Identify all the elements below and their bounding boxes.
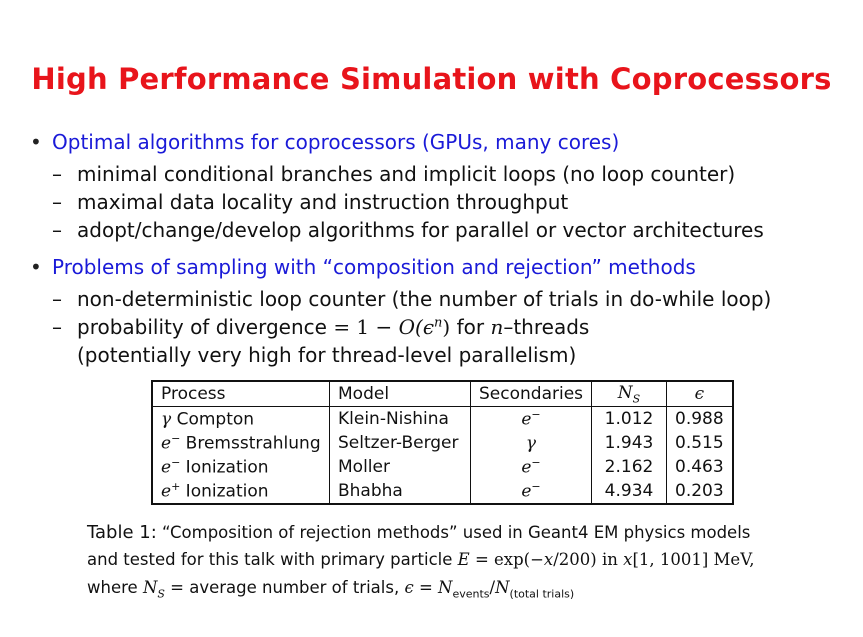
sub-item-2-2-cont: (potentially very high for thread-level parallelism) bbox=[77, 343, 577, 367]
table-row bbox=[152, 479, 733, 504]
header-epsilon: ϵ bbox=[667, 381, 733, 407]
cell-secondaries bbox=[471, 479, 592, 504]
caption-eq: = exp(− bbox=[474, 550, 544, 569]
cell-epsilon: 0.463 bbox=[675, 457, 724, 477]
secondary-symbol: e bbox=[521, 457, 532, 478]
bullet-marker: • bbox=[30, 130, 42, 154]
slide-title: High Performance Simulation with Coprocessors bbox=[31, 62, 832, 96]
caption-eps: ϵ bbox=[404, 578, 414, 597]
process-charge: − bbox=[171, 432, 181, 446]
divergence-formula: O(ϵ bbox=[398, 315, 435, 339]
secondary-symbol: e bbox=[521, 409, 532, 430]
cell-secondaries bbox=[471, 431, 592, 455]
caption-eq2: = bbox=[418, 578, 433, 597]
caption-x2: x bbox=[623, 550, 633, 569]
caption-line-3 bbox=[87, 578, 574, 600]
bullet-marker: • bbox=[30, 255, 42, 279]
sub-item-1-1: minimal conditional branches and implicit loops (no loop counter) bbox=[77, 162, 736, 186]
caption-N: N bbox=[142, 578, 158, 597]
divergence-for: for bbox=[456, 315, 485, 339]
caption-range: [1, 1001] MeV, bbox=[632, 550, 755, 569]
caption-label: Table 1: bbox=[87, 522, 157, 543]
dash-marker: – bbox=[52, 218, 62, 242]
dash-marker: – bbox=[52, 190, 62, 214]
process-name: Ionization bbox=[180, 457, 269, 478]
process-symbol: e bbox=[161, 433, 172, 454]
divergence-exp: n bbox=[434, 315, 443, 331]
secondary-charge: − bbox=[531, 408, 541, 422]
header-secondaries: Secondaries bbox=[471, 381, 592, 407]
cell-ns: 1.943 bbox=[592, 431, 667, 455]
cell-ns: 1.012 bbox=[592, 407, 667, 432]
divergence-eq: = 1 − bbox=[333, 315, 393, 339]
cell-ns: 2.162 bbox=[592, 455, 667, 479]
caption-S: S bbox=[157, 587, 165, 601]
cell-ns: 4.934 bbox=[592, 479, 667, 504]
cell-epsilon: 0.203 bbox=[675, 481, 724, 501]
bullet-1-text: Optimal algorithms for coprocessors (GPUs, many cores) bbox=[52, 130, 620, 154]
secondary-charge: − bbox=[531, 480, 541, 494]
cell-epsilon: 0.988 bbox=[675, 409, 724, 429]
sub-item-2-2 bbox=[77, 315, 589, 339]
dash-marker: – bbox=[52, 287, 62, 311]
process-symbol: e bbox=[161, 481, 172, 502]
divergence-close: ) bbox=[442, 315, 451, 339]
table-row bbox=[152, 431, 733, 455]
header-model: Model bbox=[330, 381, 471, 407]
caption-N-events: N bbox=[438, 578, 453, 597]
process-symbol: γ bbox=[161, 409, 172, 430]
caption-E: E bbox=[457, 550, 470, 569]
secondary-symbol: e bbox=[521, 481, 532, 502]
caption-line-2 bbox=[87, 550, 754, 569]
sub-item-2-1: non-deterministic loop counter (the number of trials in do-while loop) bbox=[77, 287, 772, 311]
sub-item-1-2: maximal data locality and instruction throughput bbox=[77, 190, 569, 214]
cell-model: Moller bbox=[330, 455, 471, 479]
cell-process bbox=[152, 431, 330, 455]
secondary-symbol: γ bbox=[525, 433, 537, 454]
caption-events: events bbox=[452, 587, 490, 601]
caption-x: x bbox=[543, 550, 554, 569]
caption-line-1 bbox=[87, 522, 750, 543]
cell-epsilon: 0.515 bbox=[675, 433, 724, 453]
process-name: Compton bbox=[171, 409, 255, 430]
cell-secondaries bbox=[471, 455, 592, 479]
header-ns bbox=[592, 381, 667, 407]
table-header-row bbox=[152, 381, 733, 407]
process-charge: + bbox=[171, 480, 181, 494]
table-row bbox=[152, 455, 733, 479]
process-table bbox=[151, 380, 734, 505]
secondary-charge: − bbox=[531, 456, 541, 470]
divergence-threads: –threads bbox=[503, 315, 590, 339]
caption-slash: / bbox=[489, 578, 496, 597]
process-name: Bremsstrahlung bbox=[180, 433, 321, 454]
bullet-2-text: Problems of sampling with “composition and rejection” methods bbox=[52, 255, 696, 279]
sub-item-1-3: adopt/change/develop algorithms for parallel or vector architectures bbox=[77, 218, 764, 242]
caption-text-1: “Composition of rejection methods” used in Geant4 EM physics models bbox=[162, 523, 751, 542]
caption-avg: = average number of trials, bbox=[170, 578, 400, 597]
divergence-label: probability of divergence bbox=[77, 315, 327, 339]
cell-model: Klein-Nishina bbox=[330, 407, 471, 432]
cell-process bbox=[152, 479, 330, 504]
caption-text-2: and tested for this talk with primary particle bbox=[87, 550, 453, 569]
header-ns-n: N bbox=[617, 382, 633, 403]
process-symbol: e bbox=[161, 457, 172, 478]
cell-model: Seltzer-Berger bbox=[330, 431, 471, 455]
caption-div: /200) in bbox=[553, 550, 618, 569]
header-process: Process bbox=[152, 381, 330, 407]
cell-model: Bhabha bbox=[330, 479, 471, 504]
caption-where: where bbox=[87, 578, 138, 597]
cell-process bbox=[152, 455, 330, 479]
divergence-n: n bbox=[490, 315, 504, 339]
dash-marker: – bbox=[52, 315, 62, 339]
caption-N-total: N bbox=[495, 578, 510, 597]
dash-marker: – bbox=[52, 162, 62, 186]
cell-secondaries bbox=[471, 407, 592, 432]
header-ns-s: S bbox=[632, 392, 641, 406]
process-name: Ionization bbox=[180, 481, 269, 502]
caption-total: (total trials) bbox=[509, 587, 575, 601]
table-row bbox=[152, 407, 733, 432]
process-charge: − bbox=[171, 456, 181, 470]
cell-process bbox=[152, 407, 330, 432]
